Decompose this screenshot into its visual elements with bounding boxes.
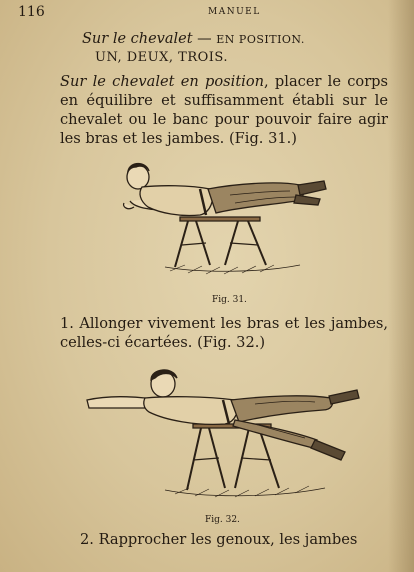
page-header: [18, 4, 394, 22]
heading-position: EN POSITION.: [216, 33, 305, 46]
running-head: MANUEL: [208, 7, 261, 17]
figure-32-caption: Fig. 32.: [205, 515, 240, 525]
paragraph-1-italic: Sur le chevalet en position: [60, 73, 265, 90]
paragraph-3: 2. Rapprocher les genoux, les jambes: [80, 531, 358, 548]
paragraph-1: [60, 72, 388, 148]
figure-31-illustration: [110, 155, 340, 285]
page-edge-shadow: [388, 0, 414, 572]
paragraph-2: 1. Allonger vivement les bras et les jambes, celles-ci écartées. (Fig. 32.): [60, 315, 388, 351]
section-heading: [82, 30, 305, 49]
commands-text: UN, DEUX, TROIS.: [95, 50, 228, 65]
figure-31-caption: Fig. 31.: [212, 295, 247, 305]
figure-32-illustration: [85, 362, 365, 512]
page-number: 116: [18, 4, 45, 20]
paragraph-1-text: , placer le corps en équilibre et suffisamment établi sur le chevalet ou le banc pour pouvoir faire agir les bras et les jambes. (Fig. 31.): [60, 73, 389, 147]
heading-dash: —: [192, 31, 217, 47]
heading-commands: [95, 48, 228, 67]
heading-italic: Sur le chevalet: [82, 31, 193, 47]
